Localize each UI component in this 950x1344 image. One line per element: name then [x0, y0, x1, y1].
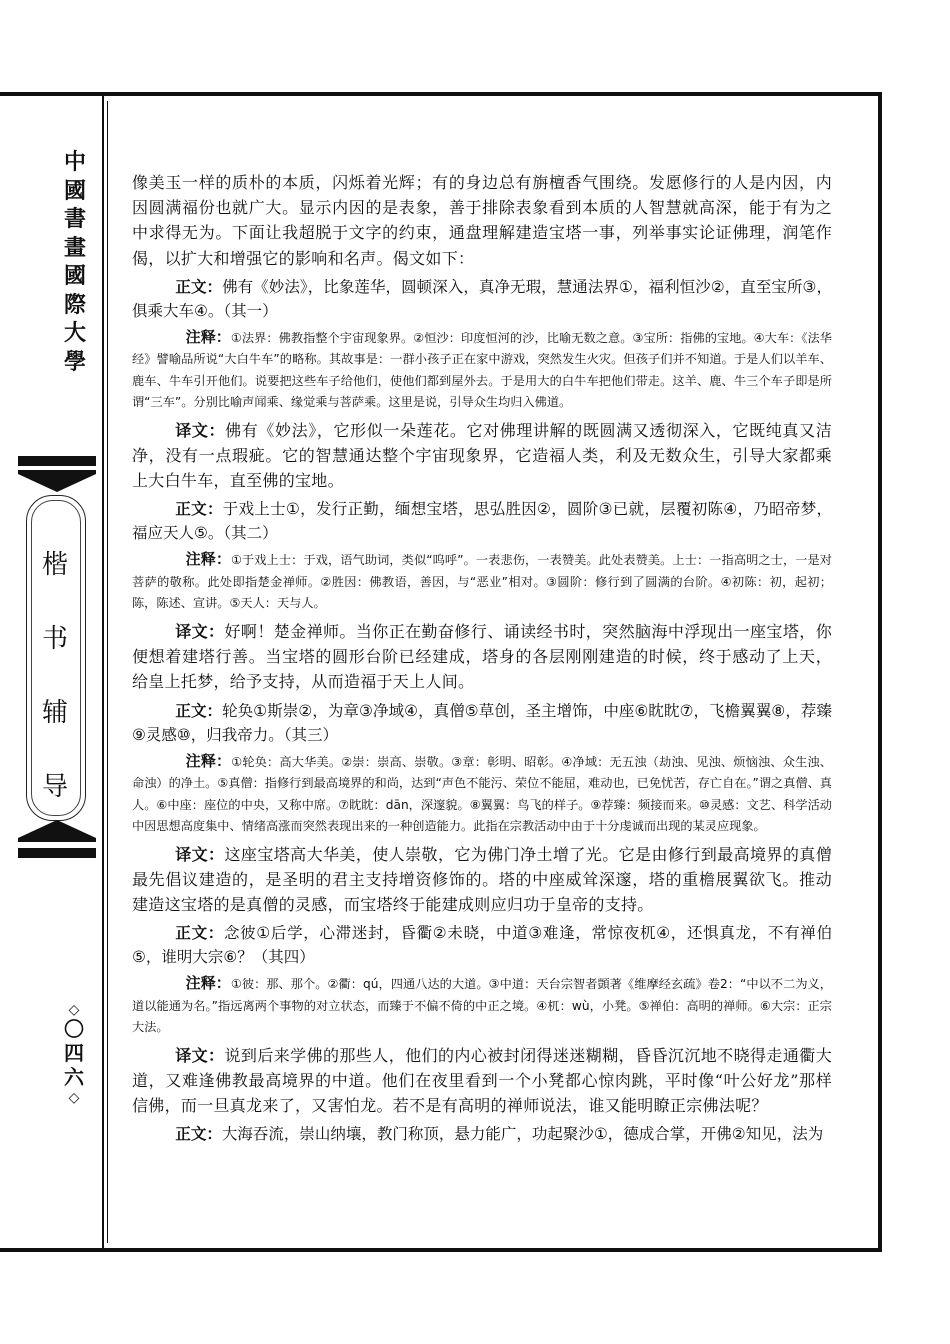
verse-text: 轮奂①斯崇②，为章③净域④，真僧⑤草创，圣主增饰，中座⑥眈眈⑦，飞檐翼翼⑧，荐臻⑨灵感⑩，归我帝力。（其三）	[132, 701, 832, 744]
verse-paragraph	[132, 921, 832, 969]
translation-label: 译文：	[175, 1045, 225, 1065]
translation-label: 译文：	[175, 621, 225, 641]
note-paragraph	[132, 973, 832, 1039]
translation-paragraph	[132, 619, 832, 695]
translation-text: 这座宝塔高大华美，使人崇敬，它为佛门净土增了光。它是由修行到最高境界的真僧最先倡议建造的，是圣明的君主支持增资修饰的。塔的中座威耸深邃，塔的重檐展翼欲飞。推动建造这宝塔的是真僧的灵感，而宝塔终于能建成则应归功于皇帝的支持。	[132, 844, 832, 914]
course-char: 导	[41, 772, 68, 802]
school-char: 際	[63, 291, 86, 318]
verse-label: 正文：	[175, 500, 223, 519]
sidebar-divider-thin	[107, 101, 108, 1243]
intro-paragraph: 像美玉一样的质朴的本质，闪烁着光辉；有的身边总有旃檀香气围绕。发愿修行的人是内因，内因圆满福份也就广大。显示内因的是表象，善于排除表象看到本质的人智慧就高深，能于有为之中求得无为。下面让我超脱于文字的约束，通盘理解建造宝塔一事，列举事实论证佛理，润笔作偈，以扩大和增强它的影响和名声。偈文如下：	[132, 173, 832, 268]
page-digit: 〇	[64, 1017, 84, 1041]
note-text: ①轮奂：高大华美。②崇：崇高、崇敬。③章：彰明、昭彰。④净域：无五浊（劫浊、见浊、烦恼浊、众生浊、命浊）的净土。⑤真僧：指修行到最高境界的和尚，达到“声色不能污、荣位不能屈，难动也，已免忧苦，存亡自在。”谓之真僧、真人。⑥中座：座位的中央，又称中席。⑦眈眈：dān，深邃貌。⑧翼翼：鸟飞的样子。⑨荐臻：频接而来。⑩灵感：文艺、科学活动中因思想高度集中、情绪高涨而突然表现出来的一种创造能力。此指在宗教活动中由于十分虔诚而出现的某灵应现象。	[132, 754, 832, 834]
verse-text: 佛有《妙法》，比象莲华，圆顿深入，真净无瑕，慧通法界①，福利恒沙②，直至宝所③，俱乘大车④。（其一）	[132, 277, 832, 320]
verse-text: 念彼①后学，心滞迷封，昏衢②未晓，中道③难逢，常惊夜杌④，还惧真龙，不有禅伯⑤，谁明大宗⑥？（其四）	[132, 924, 832, 967]
banner-bottom-chevron	[18, 820, 96, 838]
verse-label: 正文：	[175, 924, 224, 943]
verse-text: 大海吞流，崇山纳壤，教门称顶，悬力能广，功起聚沙①，德成合掌，开佛②知见，法为	[221, 1125, 824, 1144]
verse-paragraph	[132, 497, 832, 545]
banner-bottom-bar	[18, 848, 96, 858]
translation-label: 译文：	[175, 420, 226, 440]
banner-top-bar	[18, 456, 96, 466]
verse-paragraph	[132, 275, 832, 323]
translation-text: 说到后来学佛的那些人，他们的内心被封闭得迷迷糊糊，昏昏沉沉地不晓得走通衢大道，又难逢佛教最高境界的中道。他们在夜里看到一个小凳都心惊肉跳，平时像“叶公好龙”那样信佛，而一旦真龙来了，又害怕龙。若不是有高明的禅师说法，谁又能明瞭正宗佛法呢？	[132, 1045, 832, 1116]
banner-top-chevron	[18, 474, 96, 492]
note-paragraph	[132, 751, 832, 838]
school-char: 書	[63, 206, 86, 232]
verse-paragraph	[132, 699, 832, 747]
verse-text: 于戏上士①，发行正勤，缅想宝塔，思弘胜因②，圆阶③已就，层覆初陈④，乃昭帝梦，福应天人⑤。（其二）	[132, 500, 832, 543]
school-char: 學	[63, 348, 86, 375]
banner-bottom-bar-thin	[18, 838, 96, 842]
diamond-ornament: ◇	[68, 1090, 80, 1106]
course-char: 辅	[41, 698, 68, 728]
note-label: 注释：	[185, 550, 231, 569]
note-text: ①法界：佛教指整个宇宙现象界。②恒沙：印度恒河的沙，比喻无数之意。③宝所：指佛的宝地。④大车：《法华经》譬喻品所说“大白牛车”的略称。其故事是：一群小孩子正在家中游戏，突然发生火灾。但孩子们并不知道。于是人们以羊车、鹿车、牛车引开他们。说要把这些车子给他们，使他们都到屋外去。于是用大的白牛车把他们带走。这羊、鹿、牛三个车子即是所谓“三车”。分别比喻声闻乘、缘觉乘与菩萨乘。这里是说，引导众生均归入佛道。	[132, 330, 832, 410]
note-label: 注释：	[185, 974, 231, 993]
school-char: 畫	[63, 234, 86, 261]
school-char: 大	[63, 320, 86, 346]
course-title	[30, 550, 80, 846]
school-char: 國	[63, 263, 86, 289]
school-char: 國	[63, 177, 86, 204]
translation-paragraph	[132, 418, 832, 494]
school-char: 中	[63, 149, 86, 175]
page-digit: 六	[64, 1065, 84, 1089]
note-paragraph	[132, 327, 832, 414]
course-char: 楷	[41, 550, 68, 580]
translation-paragraph	[132, 842, 832, 918]
verse-label: 正文：	[175, 277, 223, 296]
page-number	[56, 1002, 92, 1106]
verse-label: 正文：	[175, 1125, 222, 1144]
main-content	[132, 170, 832, 1146]
course-char: 书	[41, 624, 68, 654]
verse-label: 正文：	[175, 701, 223, 720]
school-title	[55, 148, 95, 376]
note-label: 注释：	[185, 327, 231, 346]
verse-paragraph	[132, 1122, 832, 1146]
note-text: ①于戏上士：于戏，语气助词，类似“呜呼”。一表悲伤，一表赞美。此处表赞美。上士：一指高明之士，一是对菩萨的敬称。此处即指楚金禅师。②胜因：佛教语，善因，与“恶业”相对。③圆阶：修行到了圆满的台阶。④初陈：初，起初；陈，陈述、宣讲。⑤天人：天与人。	[132, 553, 832, 611]
note-label: 注释：	[185, 751, 232, 770]
page-digit: 四	[64, 1041, 84, 1065]
note-text: ①彼：那、那个。②衢：qú，四通八达的大道。③中道：天台宗智者顗著《维摩经玄疏》卷2：“中以不二为义，道以能通为名。”指远离两个事物的对立状态，而臻于不偏不倚的中正之境。④杌：wù，小凳。⑤禅伯：高明的禅师。⑥大宗：正宗大法。	[132, 977, 832, 1035]
diamond-ornament: ◇	[68, 1002, 80, 1018]
translation-label: 译文：	[175, 844, 225, 864]
translation-paragraph	[132, 1043, 832, 1119]
translation-text: 好啊！楚金禅师。当你正在勤奋修行、诵读经书时，突然脑海中浮现出一座宝塔，你便想着建塔行善。当宝塔的圆形台阶已经建成，塔身的各层刚刚建造的时候，终于感动了上天，给皇上托梦，给予支持，从而造福于天上人间。	[132, 621, 832, 692]
sidebar-divider	[102, 96, 104, 1248]
translation-text: 佛有《妙法》，它形似一朵莲花。它对佛理讲解的既圆满又透彻深入，它既纯真又洁净，没有一点瑕疵。它的智慧通达整个宇宙现象界，它造福人类，利及无数众生，引导大家都乘上大白牛车，直至佛的宝地。	[132, 420, 832, 491]
note-paragraph	[132, 549, 832, 615]
